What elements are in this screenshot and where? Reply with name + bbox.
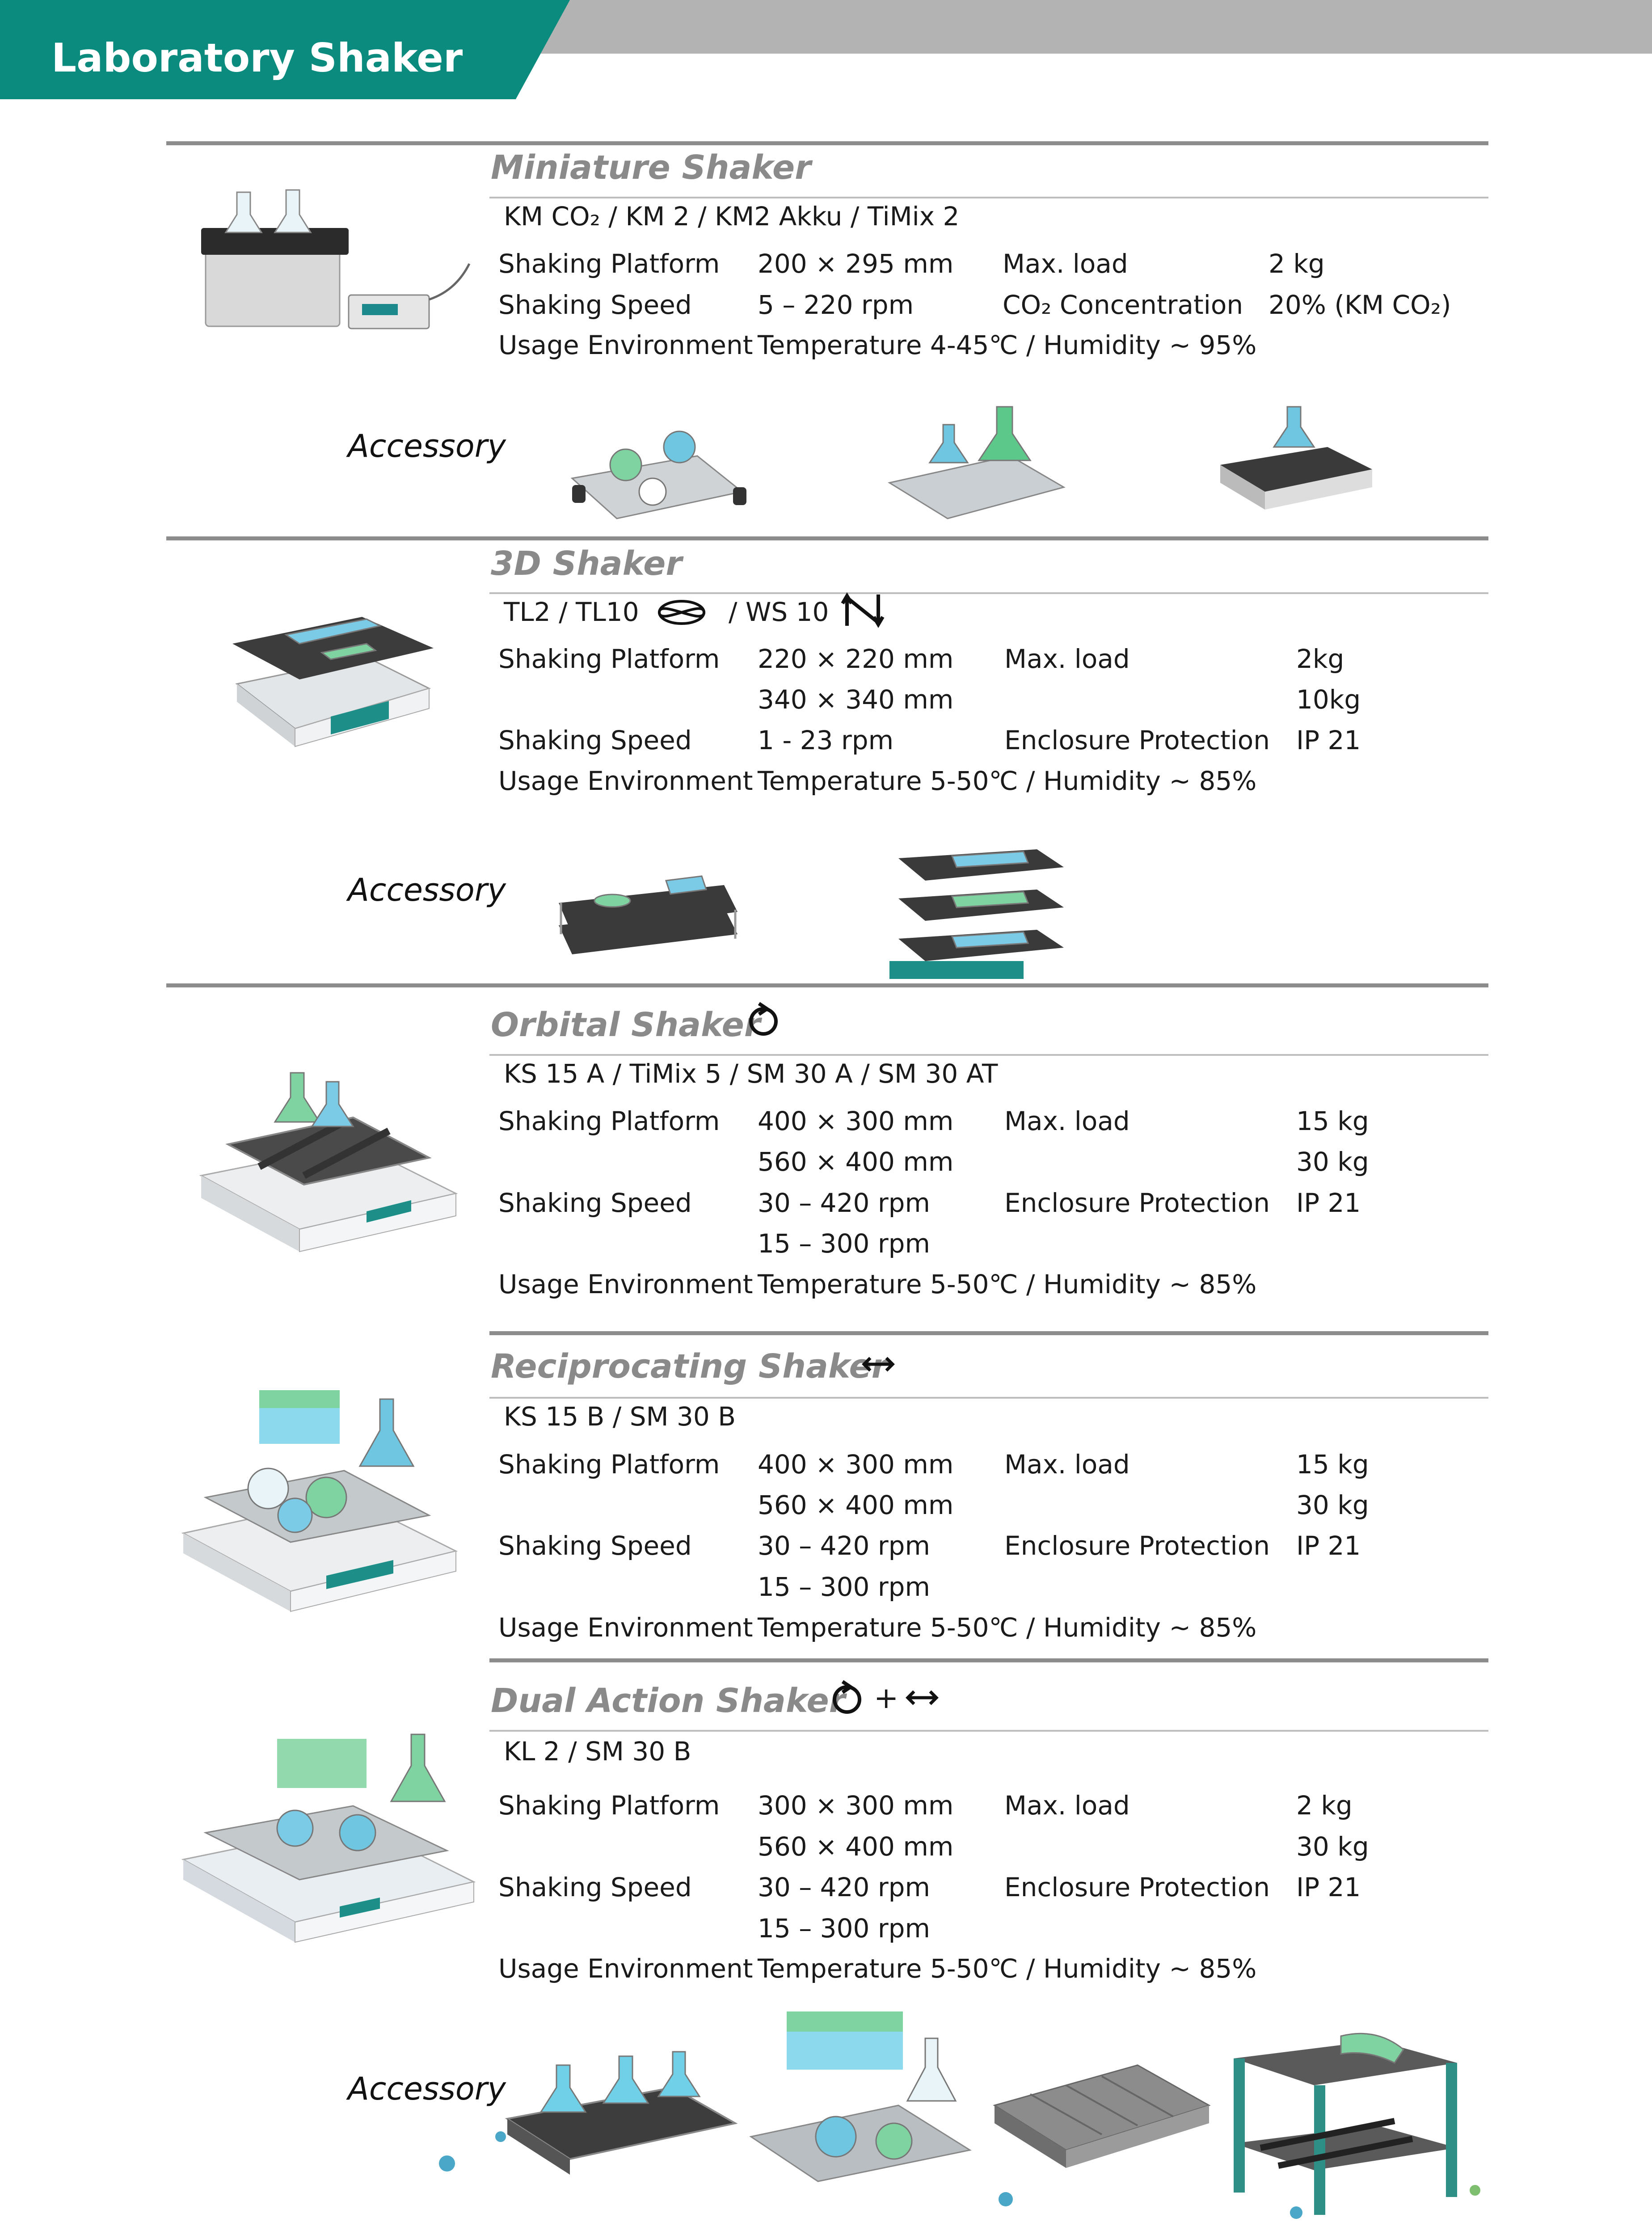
section-divider	[166, 536, 1488, 540]
spec-label: Shaking Speed	[498, 1531, 692, 1561]
dual-action-shaker-image	[179, 1725, 483, 1944]
spec-value: 2 kg	[1268, 249, 1325, 279]
spec-label: Shaking Speed	[498, 725, 692, 755]
spec-value: 2 kg	[1296, 1790, 1353, 1821]
spec-value: 5 – 220 rpm	[758, 290, 914, 320]
page-title: Laboratory Shaker	[51, 35, 463, 81]
title-underline	[489, 1054, 1488, 1056]
section-title-3d: 3D Shaker	[491, 544, 682, 583]
spec-label: Max. load	[1004, 1790, 1130, 1821]
title-underline	[489, 1397, 1488, 1399]
spec-label: Shaking Speed	[498, 290, 692, 320]
spec-label: Max. load	[1004, 644, 1130, 674]
miniature-shaker-image	[197, 179, 483, 344]
section-title-dual-action: Dual Action Shaker	[491, 1682, 846, 1720]
spec-label: Usage Environment	[498, 766, 753, 796]
spec-value: 15 kg	[1296, 1449, 1369, 1480]
orbit-3d-icon	[655, 597, 708, 628]
spec-value: 30 kg	[1296, 1490, 1369, 1520]
model-list: / WS 10	[729, 597, 829, 627]
section-divider	[166, 141, 1488, 145]
spec-value: IP 21	[1296, 1531, 1361, 1561]
spec-value: 10kg	[1296, 684, 1361, 715]
reciprocating-icon	[860, 1351, 896, 1378]
spec-label: CO₂ Concentration	[1003, 290, 1243, 320]
accessory-image	[554, 858, 742, 957]
spec-label: Shaking Speed	[498, 1188, 692, 1218]
spec-value: 30 – 420 rpm	[758, 1531, 930, 1561]
spec-label: Usage Environment	[498, 1612, 753, 1643]
spec-value: 200 × 295 mm	[758, 249, 954, 279]
section-divider	[489, 1658, 1488, 1662]
water-splash-decoration	[0, 2110, 1652, 2235]
spec-label: Max. load	[1003, 249, 1128, 279]
title-underline	[489, 592, 1488, 594]
accessory-label: Accessory	[348, 428, 506, 464]
section-divider	[166, 983, 1488, 987]
model-list: KM CO₂ / KM 2 / KM2 Akku / TiMix 2	[504, 201, 960, 232]
spec-value: 1 - 23 rpm	[758, 725, 894, 755]
seesaw-icon	[840, 592, 885, 628]
spec-value: 30 – 420 rpm	[758, 1188, 930, 1218]
spec-label: Enclosure Protection	[1004, 1531, 1270, 1561]
spec-value: Temperature 5-50℃ / Humidity ~ 85%	[758, 1953, 1257, 1984]
spec-value: 560 × 400 mm	[758, 1147, 954, 1177]
spec-value: 560 × 400 mm	[758, 1490, 954, 1520]
reciprocating-icon	[904, 1684, 940, 1711]
header-gray-band	[527, 0, 1652, 54]
spec-label: Shaking Platform	[498, 644, 720, 674]
spec-label: Shaking Platform	[498, 1449, 720, 1480]
orbital-icon	[829, 1677, 865, 1717]
spec-value: IP 21	[1296, 1188, 1361, 1218]
spec-value: Temperature 5-50℃ / Humidity ~ 85%	[758, 1269, 1257, 1299]
spec-value: Temperature 4-45℃ / Humidity ~ 95%	[758, 330, 1257, 360]
section-title-miniature: Miniature Shaker	[491, 148, 811, 187]
model-list: KS 15 B / SM 30 B	[504, 1401, 736, 1432]
spec-label: Usage Environment	[498, 330, 753, 360]
plus-sign: +	[874, 1681, 899, 1715]
spec-label: Enclosure Protection	[1004, 1188, 1270, 1218]
spec-label: Enclosure Protection	[1004, 725, 1270, 755]
spec-value: 400 × 300 mm	[758, 1449, 954, 1480]
accessory-image	[889, 831, 1068, 979]
spec-value: 30 kg	[1296, 1831, 1369, 1862]
spec-value: 15 – 300 rpm	[758, 1572, 930, 1602]
orbital-shaker-image	[197, 1064, 465, 1261]
accessory-label: Accessory	[348, 872, 506, 908]
section-title-reciprocating: Reciprocating Shaker	[491, 1347, 888, 1386]
spec-label: Shaking Platform	[498, 1790, 720, 1821]
spec-value: 220 × 220 mm	[758, 644, 954, 674]
model-list: TL2 / TL10	[504, 597, 639, 627]
3d-shaker-image	[219, 581, 442, 760]
spec-value: 30 kg	[1296, 1147, 1369, 1177]
spec-value: 15 – 300 rpm	[758, 1228, 930, 1259]
model-list: KS 15 A / TiMix 5 / SM 30 A / SM 30 AT	[504, 1058, 998, 1089]
model-list: KL 2 / SM 30 B	[504, 1736, 691, 1767]
spec-value: Temperature 5-50℃ / Humidity ~ 85%	[758, 1612, 1257, 1643]
spec-value: 340 × 340 mm	[758, 684, 954, 715]
reciprocating-shaker-image	[179, 1381, 465, 1614]
orbital-icon	[746, 999, 781, 1039]
accessory-image	[563, 398, 751, 532]
spec-value: 30 – 420 rpm	[758, 1872, 930, 1902]
accessory-image	[885, 398, 1073, 532]
spec-value: 15 – 300 rpm	[758, 1913, 930, 1944]
spec-value: Temperature 5-50℃ / Humidity ~ 85%	[758, 766, 1257, 796]
spec-label: Enclosure Protection	[1004, 1872, 1270, 1902]
accessory-label: Accessory	[348, 2071, 506, 2107]
spec-value: 400 × 300 mm	[758, 1106, 954, 1136]
spec-value: 15 kg	[1296, 1106, 1369, 1136]
spec-value: 2kg	[1296, 644, 1344, 674]
spec-label: Shaking Platform	[498, 249, 720, 279]
spec-value: IP 21	[1296, 1872, 1361, 1902]
spec-value: 300 × 300 mm	[758, 1790, 954, 1821]
spec-label: Usage Environment	[498, 1953, 753, 1984]
section-title-orbital: Orbital Shaker	[491, 1006, 761, 1044]
spec-value: 20% (KM CO₂)	[1268, 290, 1451, 320]
spec-value: IP 21	[1296, 725, 1361, 755]
title-underline	[489, 197, 1488, 198]
accessory-image	[1216, 398, 1377, 514]
section-divider	[489, 1331, 1488, 1335]
spec-value: 560 × 400 mm	[758, 1831, 954, 1862]
spec-label: Shaking Speed	[498, 1872, 692, 1902]
spec-label: Max. load	[1004, 1449, 1130, 1480]
title-underline	[489, 1730, 1488, 1732]
spec-label: Shaking Platform	[498, 1106, 720, 1136]
spec-label: Usage Environment	[498, 1269, 753, 1299]
spec-label: Max. load	[1004, 1106, 1130, 1136]
